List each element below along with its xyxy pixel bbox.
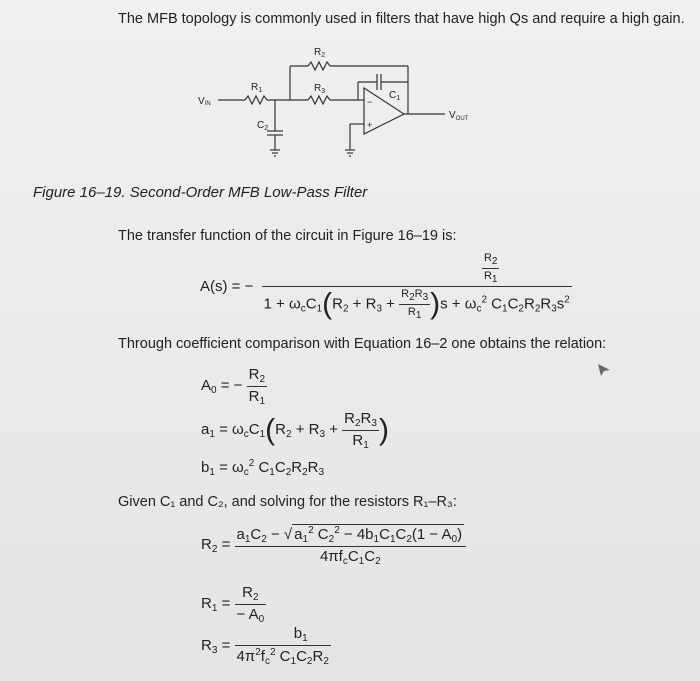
comparison-intro: Through coefficient comparison with Equation 16–2 one obtains the relation: <box>118 336 607 352</box>
opamp-minus: − <box>367 97 373 107</box>
opamp-plus: + <box>367 120 373 130</box>
r3-equation: $R_3$ = $\frac{b_1}{4\pi^2f_c^2 C_1C_2R_2}$ <box>201 625 329 667</box>
mfb-circuit-diagram <box>190 38 490 168</box>
transfer-function-equation: A(s) = − $\frac{R_2}{R_1}$ $1 + \omega_cC_1(R_2 + R_3$ + $\frac{R_2R_3}{R_1}$ )$s + \omega_c^2$ $C_1C_2R_2R_3s^2$ <box>200 252 570 321</box>
r1-equation: $R_1$ = $\frac{R_2}{- A_0}$ <box>201 584 265 625</box>
c2-label: $C_2$ <box>257 120 269 132</box>
c1-label: $C_1$ <box>389 90 401 102</box>
r2-equation: $R_2$ = $\frac{a_1C_2 - √ a_1^2 C_2^2 - 4b_1C_1C_2(1 - A_0)}{4\pi f_cC_1C_2}$ <box>201 524 466 567</box>
intro-text: The MFB topology is commonly used in filters that have high Qs and require a high gain. <box>118 11 685 27</box>
given-text: Given C₁ and C₂, and solving for the resistors R₁–R₃: <box>118 494 457 510</box>
vout-label: $V_{OUT}$ <box>449 110 469 122</box>
vin-label: VIN <box>198 96 211 107</box>
mouse-cursor-icon <box>596 362 612 378</box>
figure-caption: Figure 16–19. Second-Order MFB Low-Pass Filter <box>33 184 368 201</box>
a0-equation: $A_0$ = − $\frac{R_2}{R_1}$ <box>201 366 266 407</box>
a1-equation: $a_1 = \omega_cC_1(R_2 + R_3$ + $\frac{R_2R_3}{R_1}$ ) <box>201 410 389 451</box>
r3-label: $R_3$ <box>314 83 326 95</box>
r1-label: $R_1$ <box>251 82 263 94</box>
r2-label: $R_2$ <box>314 47 326 59</box>
b1-equation: $b_1 = \omega_c^2$ $C_1C_2R_2R_3$ <box>201 458 325 478</box>
transfer-intro: The transfer function of the circuit in Figure 16–19 is: <box>118 228 457 244</box>
